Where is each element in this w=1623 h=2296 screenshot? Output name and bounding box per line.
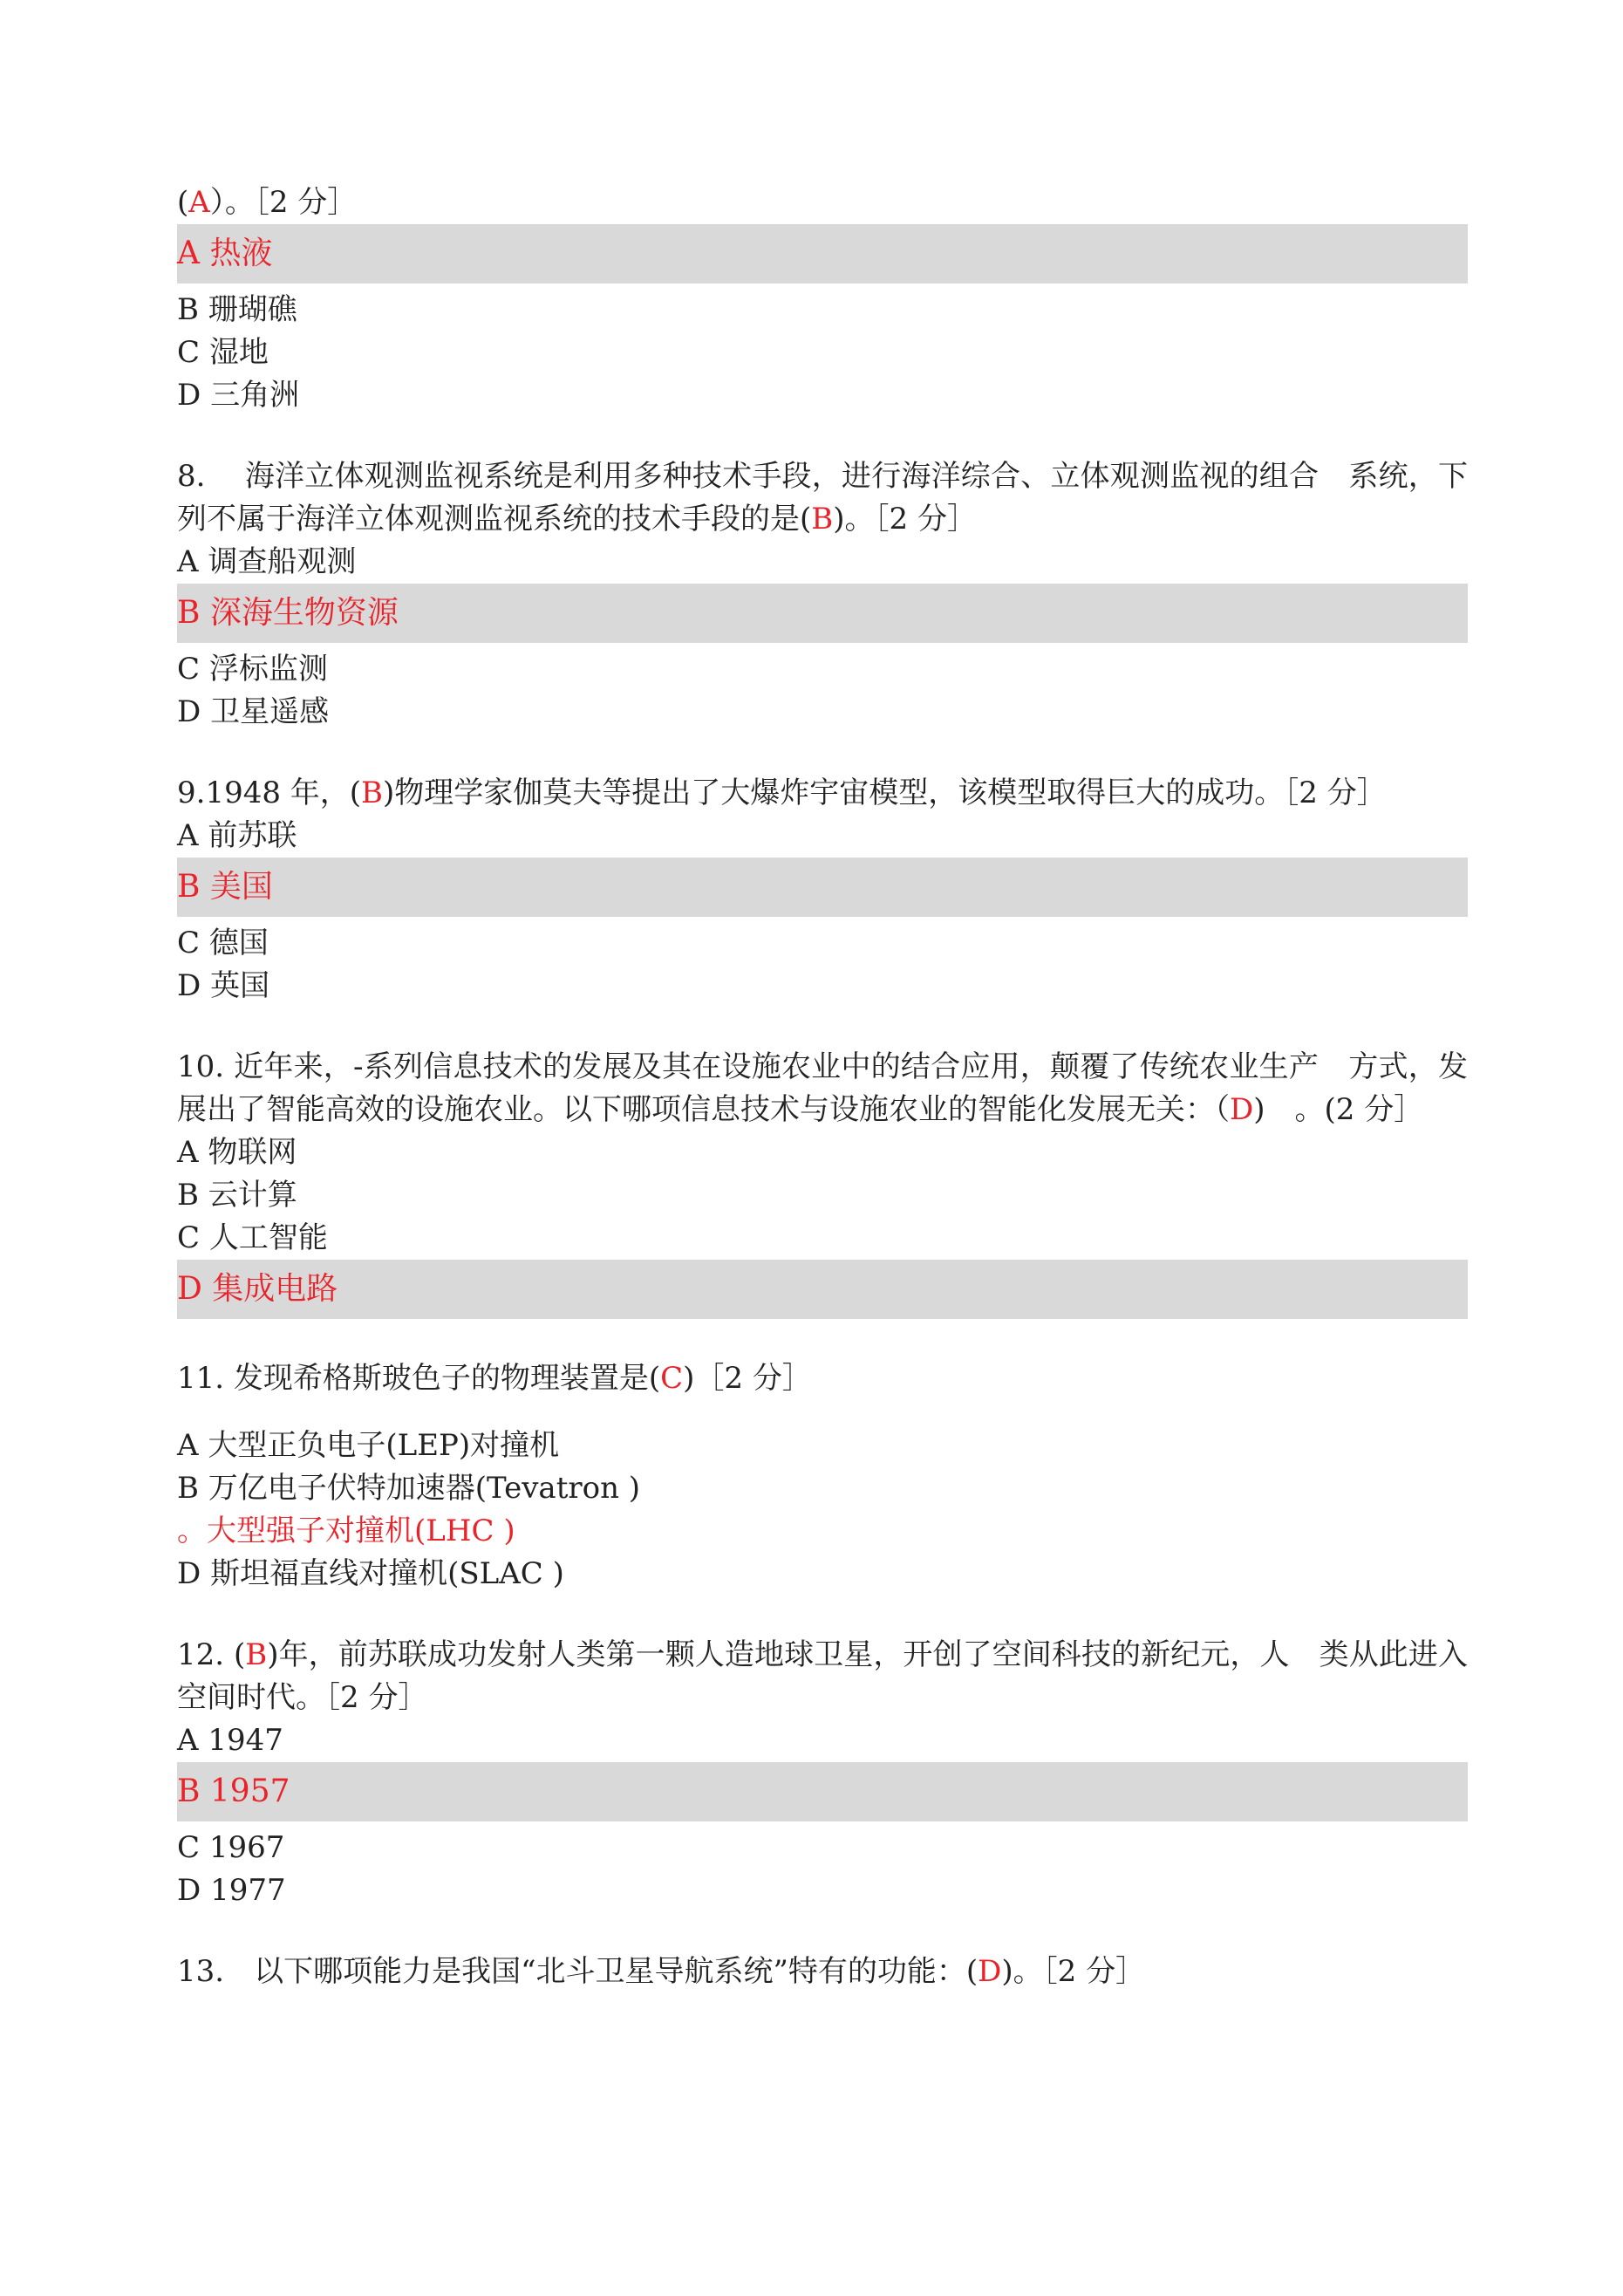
q10-option-d-correct: D 集成电路 xyxy=(177,1260,1468,1319)
q7-option-d: D 三角洲 xyxy=(177,378,300,413)
q8-option-c: C 浮标监测 xyxy=(177,652,328,687)
q8-option-d: D 卫星遥感 xyxy=(177,694,330,729)
q7-option-b: B 珊瑚礁 xyxy=(177,292,297,327)
question-list xyxy=(177,181,1468,1993)
q12-option-a: A 1947 xyxy=(177,1723,283,1758)
q11-question: 11. 发现希格斯玻色子的物理装置是(C)［2 分］ xyxy=(177,1361,812,1396)
q11-option-a: A 大型正负电子(LEP)对撞机 xyxy=(177,1428,560,1463)
q7-answer: A xyxy=(188,185,210,220)
q12-option-d: D 1977 xyxy=(177,1873,286,1908)
q8-answer: B xyxy=(811,502,834,536)
q7-answer-line: (A）。［2 分］ xyxy=(177,185,358,220)
q9-option-d: D 英国 xyxy=(177,968,270,1003)
q9-option-b-correct: B 美国 xyxy=(177,858,1468,917)
q12-question: 12. (B)年，前苏联成功发射人类第一颗人造地球卫星，开创了空间科技的新纪元，人 类从此进入空间时代。［2 分］ xyxy=(177,1637,1468,1715)
q9-answer: B xyxy=(361,776,384,810)
q11-answer: C xyxy=(660,1361,684,1396)
q11-option-b: B 万亿电子伏特加速器(Tevatron ) xyxy=(177,1471,641,1506)
q7-option-a-correct: A 热液 xyxy=(177,224,1468,284)
q13-answer: D xyxy=(978,1954,1002,1989)
q11-option-d: D 斯坦福直线对撞机(SLAC ) xyxy=(177,1556,564,1591)
q11-option-c-correct: 。大型强子对撞机(LHC ) xyxy=(177,1514,515,1548)
q9-option-c: C 德国 xyxy=(177,926,269,960)
q9-option-a: A 前苏联 xyxy=(177,818,297,853)
q10-option-c: C 人工智能 xyxy=(177,1220,328,1255)
q8-option-a: A 调查船观测 xyxy=(177,544,357,579)
q12-answer: B xyxy=(245,1637,268,1672)
q13-question: 13. 以下哪项能力是我国“北斗卫星导航系统”特有的功能：(D)。［2 分］ xyxy=(177,1954,1146,1989)
q12-option-b-correct: B 1957 xyxy=(177,1762,1468,1821)
q8-option-b-correct: B 深海生物资源 xyxy=(177,584,1468,643)
q8-question: 8. 海洋立体观测监视系统是利用多种技术手段，进行海洋综合、立体观测监视的组合 系统，下列不属于海洋立体观测监视系统的技术手段的是(B)。［2 分］ xyxy=(177,459,1468,536)
q12-option-c: C 1967 xyxy=(177,1830,285,1865)
q10-option-b: B 云计算 xyxy=(177,1178,297,1213)
q9-question: 9.1948 年，(B)物理学家伽莫夫等提出了大爆炸宇宙模型，该模型取得巨大的成功。［2 分］ xyxy=(177,776,1387,810)
q10-answer: D xyxy=(1230,1092,1254,1127)
q7-option-c: C 湿地 xyxy=(177,335,269,370)
q10-question: 10. 近年来，-系列信息技术的发展及其在设施农业中的结合应用，颠覆了传统农业生产 方式，发展出了智能高效的设施农业。以下哪项信息技术与设施农业的智能化发展无关：（D) 。(2 分］ xyxy=(177,1049,1468,1127)
q10-option-a: A 物联网 xyxy=(177,1135,297,1170)
